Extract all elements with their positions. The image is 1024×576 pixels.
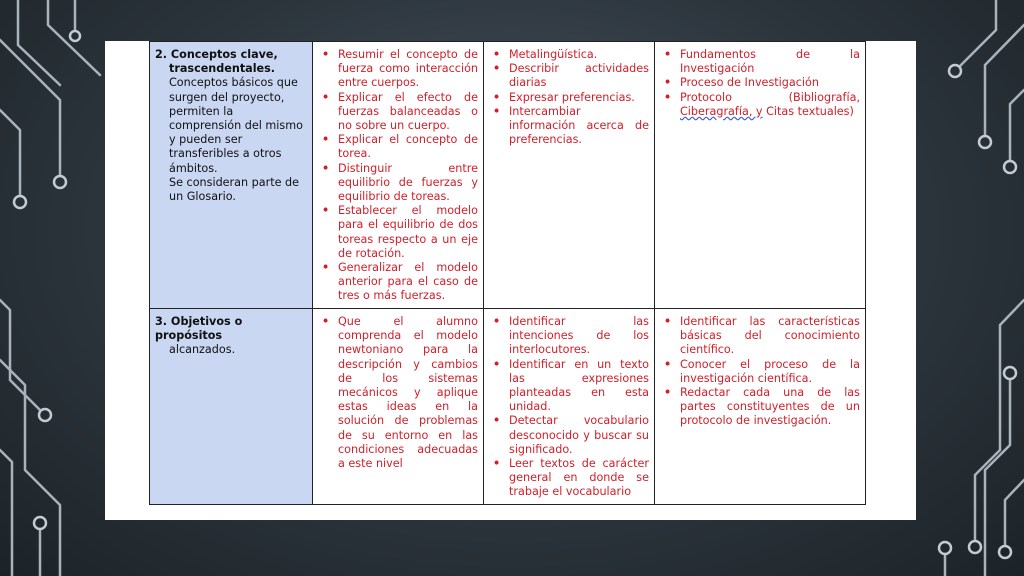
slide-canvas [105,41,916,520]
label-line: permiten la [169,104,234,118]
list-item: • Explicar el concepto de torea. [318,133,478,161]
table-cell [484,42,655,309]
bullet-list [660,315,860,429]
label-line: transferibles a otros [169,147,282,161]
table-cell [655,42,866,309]
bullet-list [489,315,649,500]
label-line: un Glosario. [169,190,236,204]
table-cell [313,309,484,505]
list-item: • Explicar el efecto de fuerzas balanceadas o no sobre un cuerpo. [318,91,478,134]
label-line: ámbitos. [169,161,218,175]
list-item: • Resumir el concepto de fuerza como interacción entre cuerpos. [318,48,478,91]
list-item: • Leer textos de carácter general en donde se trabaje el vocabulario [489,457,649,500]
bullet-list [318,48,478,304]
list-item: • Identificar en un texto las expresiones planteadas en esta unidad. [489,358,649,415]
bullet-list [318,315,478,471]
label-line: Conceptos básicos que [169,76,298,90]
list-item: • Fundamentos de la Investigación [660,48,860,76]
label-line: Se consideran parte de [169,175,300,189]
bullet-list [489,48,649,147]
item-text: Protocolo (Bibliografía, [680,90,860,104]
table-cell [484,309,655,505]
list-item: • Proceso de Investigación [660,76,860,90]
table-cell [313,42,484,309]
row-label-cell [150,309,313,505]
label-line: y pueden ser [169,133,243,147]
list-item: • Intercambiar información acerca de preferencias. [489,105,649,148]
table-row [150,42,866,309]
item-text: Citas textuales) [762,104,854,118]
list-item: • Que el alumno comprenda el modelo newtoniano para la descripción y cambios de los sistemas mecánicos y aplique estas ideas en la solución de problemas de su entorno en las condiciones adecuadas a este nivel [318,315,478,471]
list-item: • Establecer el modelo para el equilibrio de dos toreas respecto a un eje de rotación. [318,204,478,261]
label-line: comprensión del mismo [169,119,303,133]
bullet-list [660,48,860,119]
spellcheck-word: Ciberagrafía, y [680,104,763,118]
row-label-cell [150,42,313,309]
list-item: • Identificar las intenciones de los interlocutores. [489,315,649,358]
table-row [150,309,866,505]
curriculum-table [149,41,866,505]
row-label-title-cont: trascendentales. [169,62,276,76]
label-line: surgen del proyecto, [169,90,285,104]
row-label-title: 2. Conceptos clave, [155,48,278,61]
row-label-title: 3. Objetivos o propósitos [155,315,243,343]
list-item: • Generalizar el modelo anterior para el caso de tres o más fuerzas. [318,261,478,304]
list-item: • Metalingüística. [489,48,649,62]
list-item: • Describir actividades diarias [489,62,649,90]
table-cell [655,309,866,505]
row-label-body [155,76,307,204]
list-item: • Identificar las características básicas del conocimiento científico. [660,315,860,358]
list-item: • Redactar cada una de las partes constituyentes de un protocolo de investigación. [660,386,860,429]
list-item [660,91,860,119]
list-item: • Conocer el proceso de la investigación científica. [660,358,860,386]
list-item: • Distinguir entre equilibrio de fuerzas y equilibrio de toreas. [318,162,478,205]
list-item: • Detectar vocabulario desconocido y buscar su significado. [489,414,649,457]
list-item: • Expresar preferencias. [489,91,649,105]
row-label-title-cont: alcanzados. [169,343,236,357]
